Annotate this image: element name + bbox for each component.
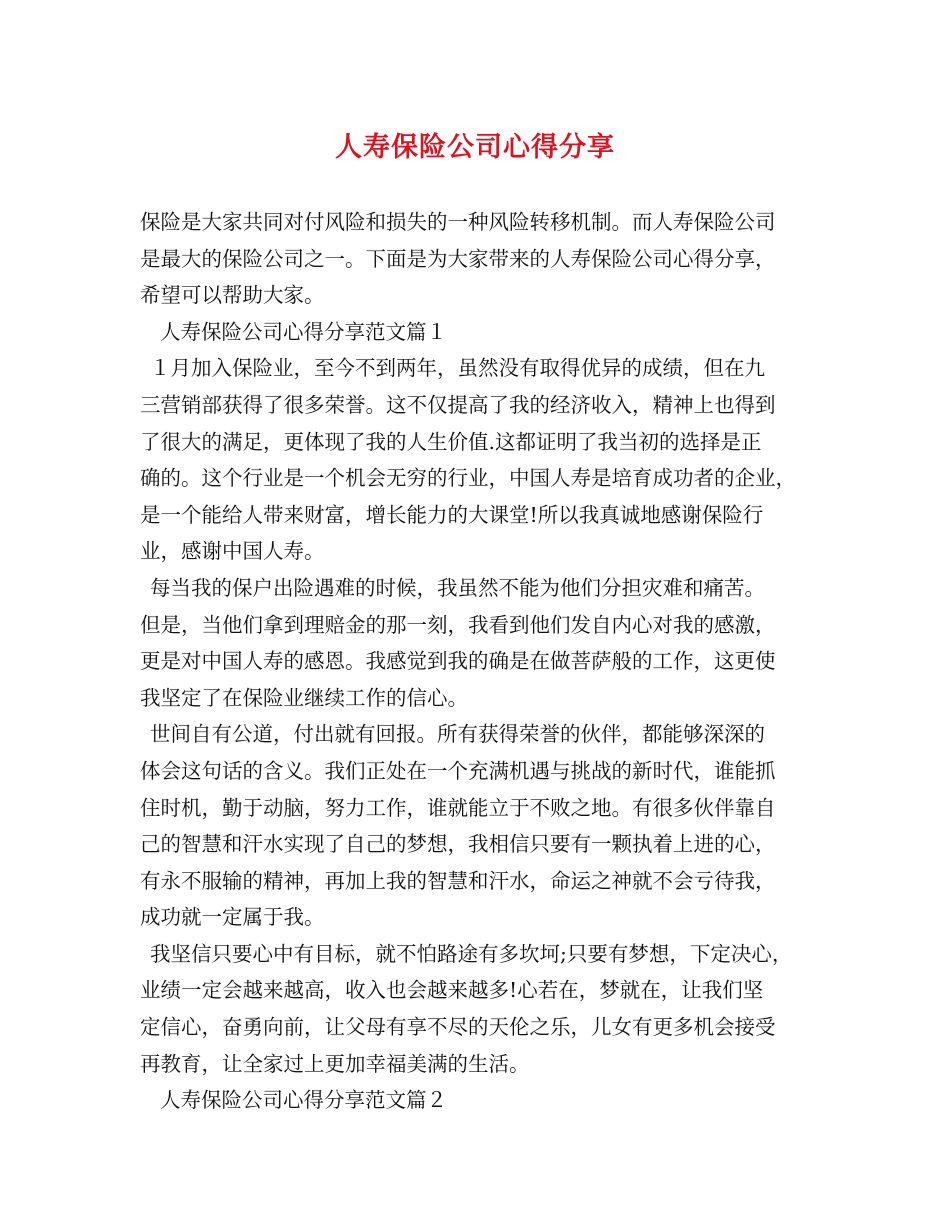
section-heading: 人寿保险公司心得分享范文篇１ <box>160 319 447 344</box>
text-line: 希望可以帮助大家。 <box>140 283 325 308</box>
text-line: 定信心，奋勇向前，让父母有享不尽的天伦之乐，儿女有更多机会接受 <box>140 1015 776 1040</box>
text-line: 三营销部获得了很多荣誉。这不仅提高了我的经济收入，精神上也得到 <box>140 392 776 417</box>
text-line: １月加入保险业，至今不到两年，虽然没有取得优异的成绩，但在九 <box>150 356 765 381</box>
text-line: 体会这句话的含义。我们正处在一个充满机遇与挑战的新时代，谁能抓 <box>140 758 776 783</box>
text-line: 世间自有公道，付出就有回报。所有获得荣誉的伙伴，都能够深深的 <box>150 722 765 747</box>
document-body <box>140 204 820 1119</box>
text-line: 更是对中国人寿的感恩。我感觉到我的确是在做菩萨般的工作，这更使 <box>140 649 776 674</box>
text-line: 业绩一定会越来越高，收入也会越来越多!心若在，梦就在，让我们坚 <box>140 978 764 1003</box>
text-line: 我坚信只要心中有目标，就不怕路途有多坎坷;只要有梦想，下定决心， <box>150 941 793 966</box>
text-line: 是一个能给人带来财富，增长能力的大课堂!所以我真诚地感谢保险行 <box>140 502 764 527</box>
text-line: 住时机，勤于动脑，努力工作，谁就能立于不败之地。有很多伙伴靠自 <box>140 795 776 820</box>
text-line: 己的智慧和汗水实现了自己的梦想，我相信只要有一颗执着上进的心， <box>140 832 776 857</box>
text-line: 是最大的保险公司之一。下面是为大家带来的人寿保险公司心得分享， <box>140 246 776 271</box>
page-title: 人寿保险公司心得分享 <box>335 132 615 163</box>
text-line: 我坚定了在保险业继续工作的信心。 <box>140 685 468 710</box>
text-line: 成功就一定属于我。 <box>140 905 325 930</box>
text-line: 了很大的满足，更体现了我的人生价值.这都证明了我当初的选择是正 <box>140 429 762 454</box>
text-line: 每当我的保户出险遇难的时候，我虽然不能为他们分担灾难和痛苦。 <box>150 575 765 600</box>
text-line: 再教育，让全家过上更加幸福美满的生活。 <box>140 1051 530 1076</box>
text-line: 有永不服输的精神，再加上我的智慧和汗水，命运之神就不会亏待我， <box>140 868 776 893</box>
text-line: 保险是大家共同对付风险和损失的一种风险转移机制。而人寿保险公司 <box>140 210 776 234</box>
section-heading: 人寿保险公司心得分享范文篇２ <box>160 1088 447 1113</box>
text-line: 确的。这个行业是一个机会无穷的行业，中国人寿是培育成功者的企业， <box>140 466 796 491</box>
text-line: 业，感谢中国人寿。 <box>140 539 325 564</box>
text-line: 但是，当他们拿到理赔金的那一刻，我看到他们发自内心对我的感激， <box>140 612 776 637</box>
